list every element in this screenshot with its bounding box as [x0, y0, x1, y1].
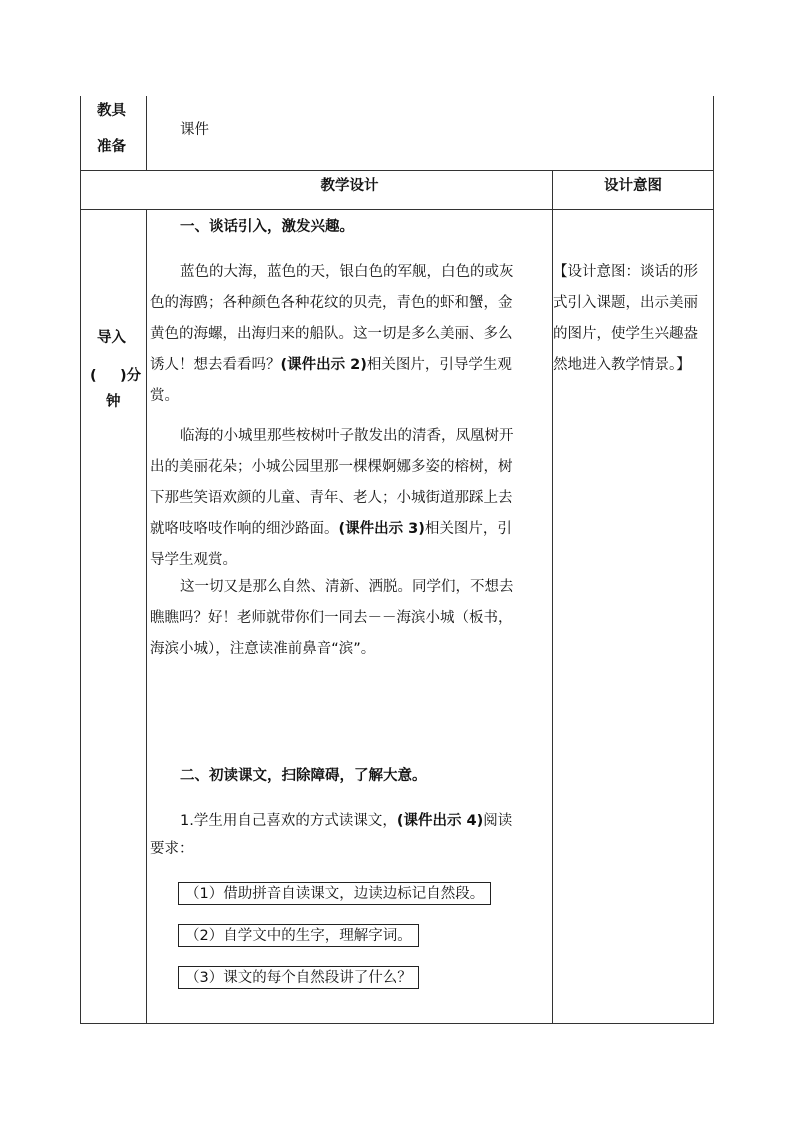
paragraph-line: 导学生观赏。 [150, 552, 237, 568]
paragraph-line: 临海的小城里那些桉树叶子散发出的清香，凤凰树开 [180, 428, 514, 444]
section1-heading: 一、谈话引入，激发兴趣。 [180, 219, 354, 235]
equipment-value: 课件 [180, 122, 209, 138]
intro-time-close: )分 [120, 368, 142, 384]
section1-paragraph3 [150, 572, 514, 665]
intro-time-unit: 钟 [106, 394, 121, 410]
column-divider-label-top [146, 96, 147, 171]
header-design: 教学设计 [320, 178, 379, 194]
table-border-bottom [80, 1023, 714, 1024]
reading-requirement-box-2: （2）自学文中的生字，理解字词。 [178, 924, 419, 947]
intent-line: 然地进入教学情景。】 [553, 357, 691, 373]
header-intent: 设计意图 [604, 178, 662, 194]
paragraph-line: 出的美丽花朵；小城公园里那一棵棵婀娜多姿的榕树，树 [150, 459, 513, 475]
column-divider-label [146, 209, 147, 1024]
paragraph-line: 要求： [150, 841, 194, 857]
section2-item1 [150, 806, 512, 865]
design-intent-note [553, 257, 698, 381]
paragraph-line: 赏。 [150, 388, 179, 404]
table-border-right [713, 96, 714, 1024]
section1-paragraph1 [150, 257, 514, 412]
paragraph-line: 下那些笑语欢颜的儿童、青年、老人；小城街道那踩上去 [150, 490, 513, 506]
table-border-left [80, 96, 81, 1024]
row-divider-equipment [80, 170, 714, 171]
paragraph-line: 诱人！想去看看吗？(课件出示 2)相关图片，引导学生观 [150, 357, 512, 373]
paragraph-line: 瞧瞧吗？好！老师就带你们一同去－－海滨小城（板书， [150, 610, 513, 626]
reading-requirement-box-3: （3）课文的每个自然段讲了什么？ [178, 966, 419, 989]
equipment-label-line2: 准备 [97, 139, 126, 155]
intro-time-open: ( [90, 368, 97, 384]
section2-heading: 二、初读课文，扫除障碍，了解大意。 [180, 768, 427, 784]
equipment-label-line1: 教具 [97, 103, 126, 119]
paragraph-line: 色的海鸥；各种颜色各种花纹的贝壳，青色的虾和蟹，金 [150, 295, 513, 311]
row-divider-header [80, 209, 714, 210]
reading-requirement-box-1: （1）借助拼音自读课文，边读边标记自然段。 [178, 882, 491, 905]
paragraph-line: 就咯吱咯吱作响的细沙路面。(课件出示 3)相关图片，引 [150, 521, 512, 537]
paragraph-line: 这一切又是那么自然、清新、洒脱。同学们，不想去 [180, 579, 514, 595]
intent-line: 【设计意图：谈话的形 [553, 264, 698, 280]
paragraph-line: 海滨小城），注意读准前鼻音“滨”。 [150, 641, 376, 657]
intent-line: 的图片，使学生兴趣盎 [553, 326, 698, 342]
paragraph-line: 蓝色的大海，蓝色的天，银白色的军舰，白色的或灰 [180, 264, 514, 280]
paragraph-line: 1.学生用自己喜欢的方式读课文，(课件出示 4)阅读 [180, 813, 513, 829]
section1-paragraph2 [150, 421, 514, 576]
intent-line: 式引入课题，出示美丽 [553, 295, 698, 311]
intro-label: 导入 [97, 330, 126, 346]
paragraph-line: 黄色的海螺，出海归来的船队。这一切是多么美丽、多么 [150, 326, 513, 342]
